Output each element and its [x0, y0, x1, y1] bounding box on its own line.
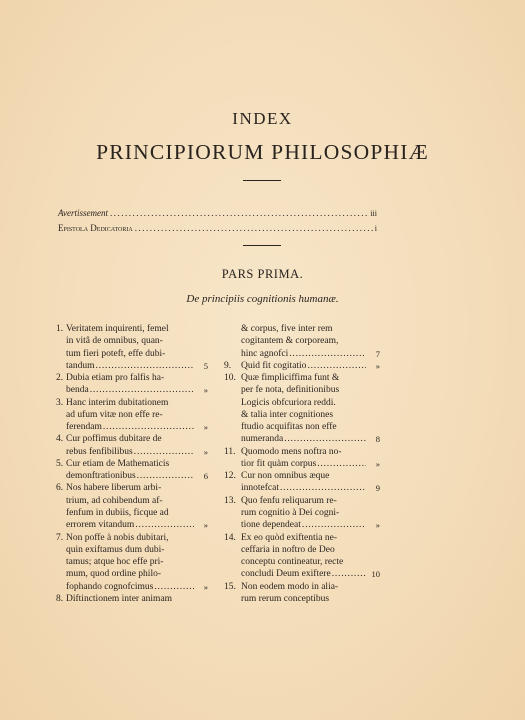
entry-text: in vitâ de omnibus, quan-: [66, 336, 163, 347]
entry-text: ad ufum vitæ non effe re-: [66, 409, 163, 420]
entry-text: tandum: [66, 360, 95, 371]
entry-page-number: »: [375, 520, 380, 531]
entry-text: Cur etiam de Mathematicis: [66, 458, 170, 469]
entry-number: 2.: [56, 373, 64, 384]
index-line: [224, 372, 380, 384]
toc-label: Epistola Dedicatoria: [58, 223, 133, 233]
toc-page: i: [374, 224, 377, 233]
index-line: [56, 421, 208, 433]
entry-text-with-leader: [66, 446, 194, 458]
entry-text: Non eodem modo in alia-: [241, 581, 339, 592]
entry-text-with-leader: [241, 482, 366, 494]
index-line: [56, 519, 208, 531]
entry-page-number: »: [375, 360, 380, 371]
index-line: [56, 482, 208, 494]
entry-text: Quo fenfu reliquarum re-: [241, 495, 337, 506]
index-line: [224, 593, 380, 605]
entry-text-with-leader: [241, 568, 366, 580]
entry-text-with-leader: [66, 519, 194, 531]
dot-leader: [134, 446, 194, 458]
entry-number: 8.: [56, 593, 64, 604]
dot-leader: [307, 360, 366, 372]
entry-text-with-leader: [66, 581, 194, 593]
dot-leader: [317, 458, 366, 470]
index-line: [56, 372, 208, 384]
dot-leader: [289, 348, 366, 360]
index-line: [56, 544, 208, 556]
part-title: PARS PRIMA.: [221, 267, 304, 281]
entry-number: 12.: [224, 471, 236, 482]
index-line: [56, 446, 208, 458]
entry-text: innotefcat: [241, 483, 279, 494]
index-line: [56, 335, 208, 347]
entry-number: 11.: [224, 446, 236, 457]
entry-text: rum rerum conceptibus: [241, 593, 330, 604]
entry-text: Diftinctionem inter animam: [66, 593, 173, 604]
index-line: [56, 593, 208, 605]
entry-text: benda: [66, 385, 89, 396]
entry-number: 9.: [224, 360, 232, 371]
index-line: [224, 397, 380, 409]
entry-number: 7.: [56, 532, 64, 543]
dot-leader: [332, 568, 366, 580]
dot-leader: [96, 360, 195, 372]
entry-page-number: 7: [375, 348, 380, 359]
index-line: [224, 335, 380, 347]
entry-text-with-leader: [241, 519, 366, 531]
entry-text: numeranda: [241, 434, 284, 445]
entry-text-with-leader: [66, 421, 194, 433]
entry-text: Veritatem inquirenti, femel: [66, 324, 169, 334]
title-divider: [243, 180, 281, 181]
entry-text: errorem vitandum: [66, 520, 135, 531]
dot-leader: [154, 581, 194, 593]
entry-page-number: »: [203, 581, 208, 592]
entry-text: Cur poffimus dubitare de: [66, 434, 162, 445]
index-line: [56, 556, 208, 568]
entry-text: fenfum in dubiis, ficque ad: [66, 507, 169, 518]
index-line: [224, 495, 380, 507]
entry-text: ftudio acquifitas non effe: [241, 422, 337, 433]
index-line: [56, 348, 208, 360]
entry-text-with-leader: [241, 458, 366, 470]
index-line: [56, 495, 208, 507]
entry-text: Cur non omnibus æque: [241, 471, 330, 482]
entry-page-number: 8: [375, 434, 380, 445]
entry-text: ceffaria in noftro de Deo: [241, 544, 335, 555]
index-line: [56, 470, 208, 482]
entry-text: rebus fenfibilibus: [66, 446, 133, 457]
index-line: [224, 409, 380, 421]
toc-entry-epistola: [58, 223, 377, 233]
index-line: [56, 581, 208, 593]
index-line: [224, 433, 380, 445]
entry-page-number: »: [203, 446, 208, 457]
index-line: [56, 397, 208, 409]
entry-page-number: 9: [375, 483, 380, 494]
index-title: INDEX: [232, 109, 293, 128]
entry-text: & corpus, five inter rem: [241, 324, 333, 334]
index-line: [224, 507, 380, 519]
index-line: [56, 532, 208, 544]
entry-text: Dubia etiam pro falfis ha-: [66, 373, 165, 384]
entry-text: tamus; atque hoc effe pri-: [66, 557, 164, 568]
entry-text-with-leader: [241, 348, 366, 360]
index-column-right: [224, 323, 380, 605]
dot-leader: [135, 519, 194, 531]
entry-text: concludi Deum exiftere: [241, 569, 331, 580]
index-line: [224, 556, 380, 568]
entry-number: 5.: [56, 458, 64, 469]
entry-text: tior fit quàm corpus: [241, 458, 317, 469]
dot-leader: [302, 519, 366, 531]
entry-number: 15.: [224, 581, 236, 592]
entry-text: Quæ fimpliciffima funt &: [241, 373, 340, 384]
entry-text-with-leader: [241, 360, 366, 372]
entry-page-number: »: [203, 385, 208, 396]
entry-text: mum, quod ordine philo-: [66, 569, 161, 580]
entry-text: cogitantem & corpoream,: [241, 336, 339, 347]
entry-page-number: »: [375, 458, 380, 469]
dot-leader: [280, 482, 366, 494]
entry-text: Quomodo mens noftra no-: [241, 446, 342, 457]
entry-number: 3.: [56, 397, 64, 408]
index-line: [224, 568, 380, 580]
index-line: [224, 446, 380, 458]
index-line: [224, 532, 380, 544]
entry-text: per fe nota, definitionibus: [241, 385, 340, 396]
entry-number: 6.: [56, 483, 64, 494]
toc-label: Avertissement: [58, 208, 108, 218]
index-line: [224, 470, 380, 482]
index-line: [56, 458, 208, 470]
index-line: [224, 519, 380, 531]
entry-text: quin exiftamus dum dubi-: [66, 544, 165, 555]
index-line: [56, 409, 208, 421]
index-line: [56, 384, 208, 396]
toc-entry-avertissement: [58, 208, 377, 218]
index-line: [56, 323, 208, 335]
entry-text: tum fieri poteft, effe dubi-: [66, 348, 166, 359]
index-line: [224, 360, 380, 372]
entry-text: Quid fit cogitatio: [241, 360, 307, 371]
dot-leader: [103, 421, 194, 433]
entry-text: hinc agnofci: [241, 348, 289, 359]
entry-text: Nos habere liberum arbi-: [66, 483, 162, 494]
entry-text: Hanc interim dubitationem: [66, 397, 169, 408]
index-line: [56, 433, 208, 445]
entry-text: Ex eo quòd exiftentia ne-: [241, 532, 338, 543]
index-line: [224, 458, 380, 470]
entry-text: conceptu contineatur, recte: [241, 557, 344, 568]
toc-leader: [135, 223, 373, 233]
entry-text-with-leader: [66, 384, 194, 396]
entry-text: & talia inter cognitiones: [241, 409, 334, 420]
entry-number: 10.: [224, 373, 236, 384]
entry-text: tione dependeat: [241, 520, 301, 531]
entry-number: 1.: [56, 324, 64, 334]
entry-number: 14.: [224, 532, 236, 543]
index-line: [224, 323, 380, 335]
part-subtitle: De principiis cognitionis humanæ.: [186, 293, 339, 305]
index-line: [224, 581, 380, 593]
dot-leader: [90, 384, 194, 396]
dot-leader: [284, 433, 366, 445]
entry-page-number: 6: [203, 471, 208, 482]
entry-text-with-leader: [241, 433, 366, 445]
entry-text: Non poffe à nobis dubitari,: [66, 532, 169, 543]
entry-text-with-leader: [66, 360, 194, 372]
index-line: [224, 348, 380, 360]
toc-page: iii: [370, 209, 377, 218]
index-line: [224, 421, 380, 433]
entry-page-number: »: [203, 520, 208, 531]
index-line: [56, 568, 208, 580]
index-line: [224, 384, 380, 396]
index-line: [56, 507, 208, 519]
index-line: [224, 482, 380, 494]
entry-page-number: 10: [371, 569, 380, 580]
index-line: [224, 544, 380, 556]
book-title: PRINCIPIORUM PHILOSOPHIÆ: [96, 140, 429, 164]
section-divider: [243, 245, 281, 246]
entry-text: ferendam: [66, 422, 102, 433]
toc-leader: [110, 208, 368, 218]
entry-text: fophando cognofcimus: [66, 581, 154, 592]
entry-text: rum cognitio à Dei cogni-: [241, 507, 340, 518]
entry-text: demonftrationibus: [66, 471, 136, 482]
entry-page-number: »: [203, 422, 208, 433]
entry-number: 13.: [224, 495, 236, 506]
entry-text: Logicis obfcuriora reddi.: [241, 397, 336, 408]
index-column-left: [56, 323, 208, 605]
entry-page-number: 5: [203, 360, 208, 371]
entry-text-with-leader: [66, 470, 194, 482]
entry-number: 4.: [56, 434, 64, 445]
dot-leader: [137, 470, 194, 482]
index-line: [56, 360, 208, 372]
entry-text: trium, ad cohibendum af-: [66, 495, 163, 506]
